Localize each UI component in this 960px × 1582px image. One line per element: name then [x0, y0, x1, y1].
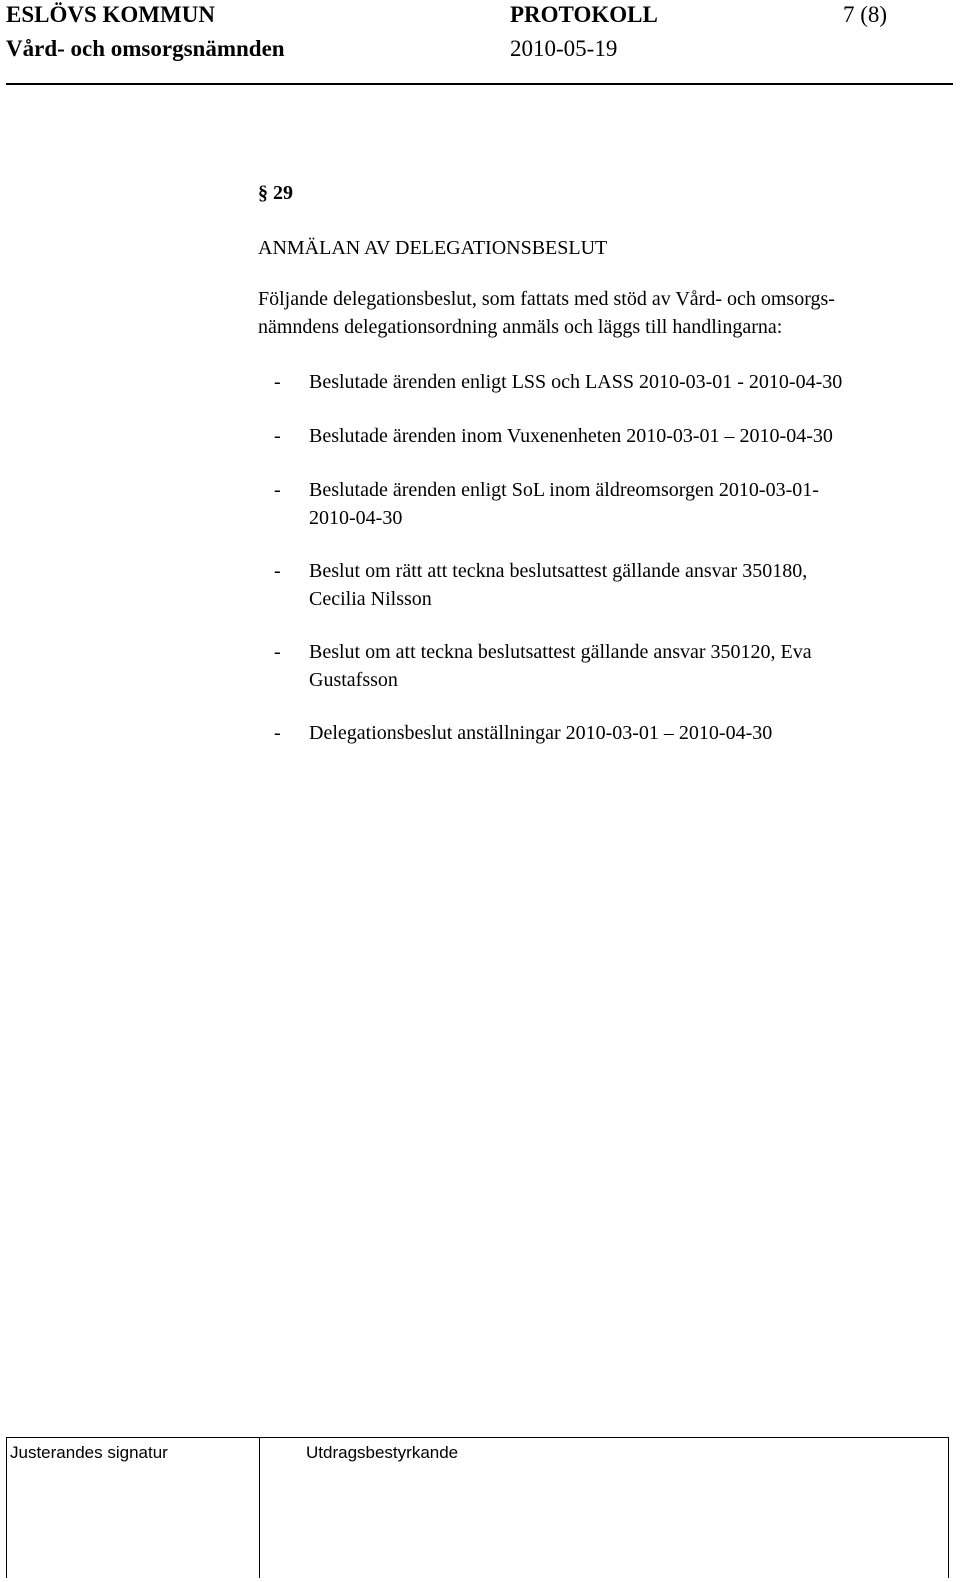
list-item-text: 2010-04-30 — [309, 506, 403, 529]
signature-box — [6, 1437, 949, 1578]
section-title: ANMÄLAN AV DELEGATIONSBESLUT — [258, 237, 608, 259]
list-dash: - — [274, 425, 281, 447]
list-item-text: Beslutade ärenden inom Vuxenenheten 2010-03-01 – 2010-04-30 — [309, 425, 833, 447]
document-type: PROTOKOLL — [510, 2, 658, 27]
document-date: 2010-05-19 — [510, 36, 618, 61]
list-item-text: Beslutade ärenden enligt LSS och LASS 2010-03-01 - 2010-04-30 — [309, 371, 843, 393]
list-item-text: Beslut om rätt att teckna beslutsattest gällande ansvar 350180, — [309, 560, 808, 582]
intro-paragraph — [258, 286, 918, 341]
list-dash: - — [274, 641, 281, 663]
list-dash: - — [274, 479, 281, 501]
header-divider — [6, 83, 953, 85]
signature-label: Justerandes signatur — [10, 1443, 168, 1462]
section-number: § 29 — [258, 182, 293, 204]
list-item-text: Delegationsbeslut anställningar 2010-03-01 – 2010-04-30 — [309, 722, 773, 744]
page-number: 7 (8) — [843, 2, 888, 27]
list-item-text: Gustafsson — [309, 668, 398, 691]
list-dash: - — [274, 722, 281, 744]
organization-name: ESLÖVS KOMMUN — [6, 2, 215, 27]
list-dash: - — [274, 560, 281, 582]
signature-box-divider — [259, 1438, 260, 1578]
department-name: Vård- och omsorgsnämnden — [6, 36, 285, 61]
list-dash: - — [274, 371, 281, 393]
extract-label: Utdragsbestyrkande — [306, 1443, 459, 1462]
intro-line: nämndens delegationsordning anmäls och läggs till handlingarna: — [258, 315, 783, 338]
list-item-text: Beslut om att teckna beslutsattest gällande ansvar 350120, Eva — [309, 641, 812, 663]
list-item-text: Beslutade ärenden enligt SoL inom äldreomsorgen 2010-03-01- — [309, 479, 819, 501]
intro-line: Följande delegationsbeslut, som fattats med stöd av Vård- och omsorgs- — [258, 288, 835, 310]
list-item-text: Cecilia Nilsson — [309, 587, 432, 610]
